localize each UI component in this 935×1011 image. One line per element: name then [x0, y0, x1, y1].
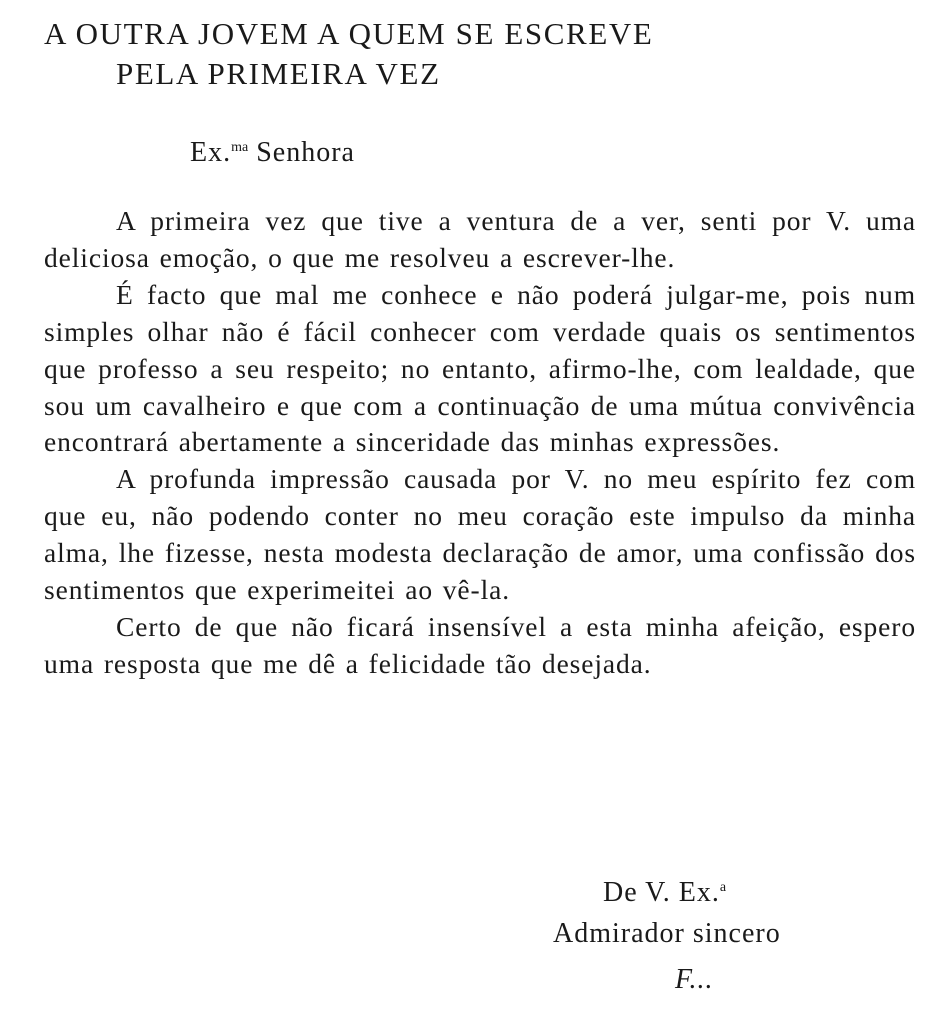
paragraph-1: A primeira vez que tive a ventura de a ver, senti por V. uma deliciosa emoção, o que me resolveu a escrever-lhe.	[44, 205, 916, 273]
closing-line-1	[603, 866, 726, 915]
closing-line-2: Admirador sincero	[553, 918, 781, 949]
closing-prefix: De V. Ex.	[603, 877, 720, 908]
letter-title	[44, 14, 917, 94]
salutation-superscript: ma	[231, 140, 249, 155]
salutation	[190, 130, 917, 171]
salutation-prefix: Ex.	[190, 137, 232, 168]
letter-body	[44, 203, 916, 683]
signature: F...	[675, 964, 714, 995]
closing-superscript: a	[719, 880, 727, 895]
title-line-1: A OUTRA JOVEM A QUEM SE ESCREVE	[44, 16, 654, 51]
paragraph-4: Certo de que não ficará insensível a esta minha afeição, espero uma resposta que me dê a felicidade tão desejada.	[44, 610, 916, 679]
title-line-2: PELA PRIMEIRA VEZ	[116, 56, 441, 91]
paragraph-2: É facto que mal me conhece e não poderá julgar-me, pois num simples olhar não é fácil conhecer com verdade quais os sentimentos que professo a seu respeito; no entanto, afirmo-lhe, com lealdade, que sou um cavalheiro e que com a continuação de uma mútua convivência encontrará abertamente a sinceridade das minhas expressões.	[44, 278, 916, 458]
salutation-rest: Senhora	[248, 137, 355, 168]
paragraph-3: A profunda impressão causada por V. no meu espírito fez com que eu, não podendo conter no meu coração este impulso da minha alma, lhe fizesse, nesta modesta declaração de amor, uma confissão dos sentimentos que experimeitei ao vê-la.	[44, 463, 916, 606]
